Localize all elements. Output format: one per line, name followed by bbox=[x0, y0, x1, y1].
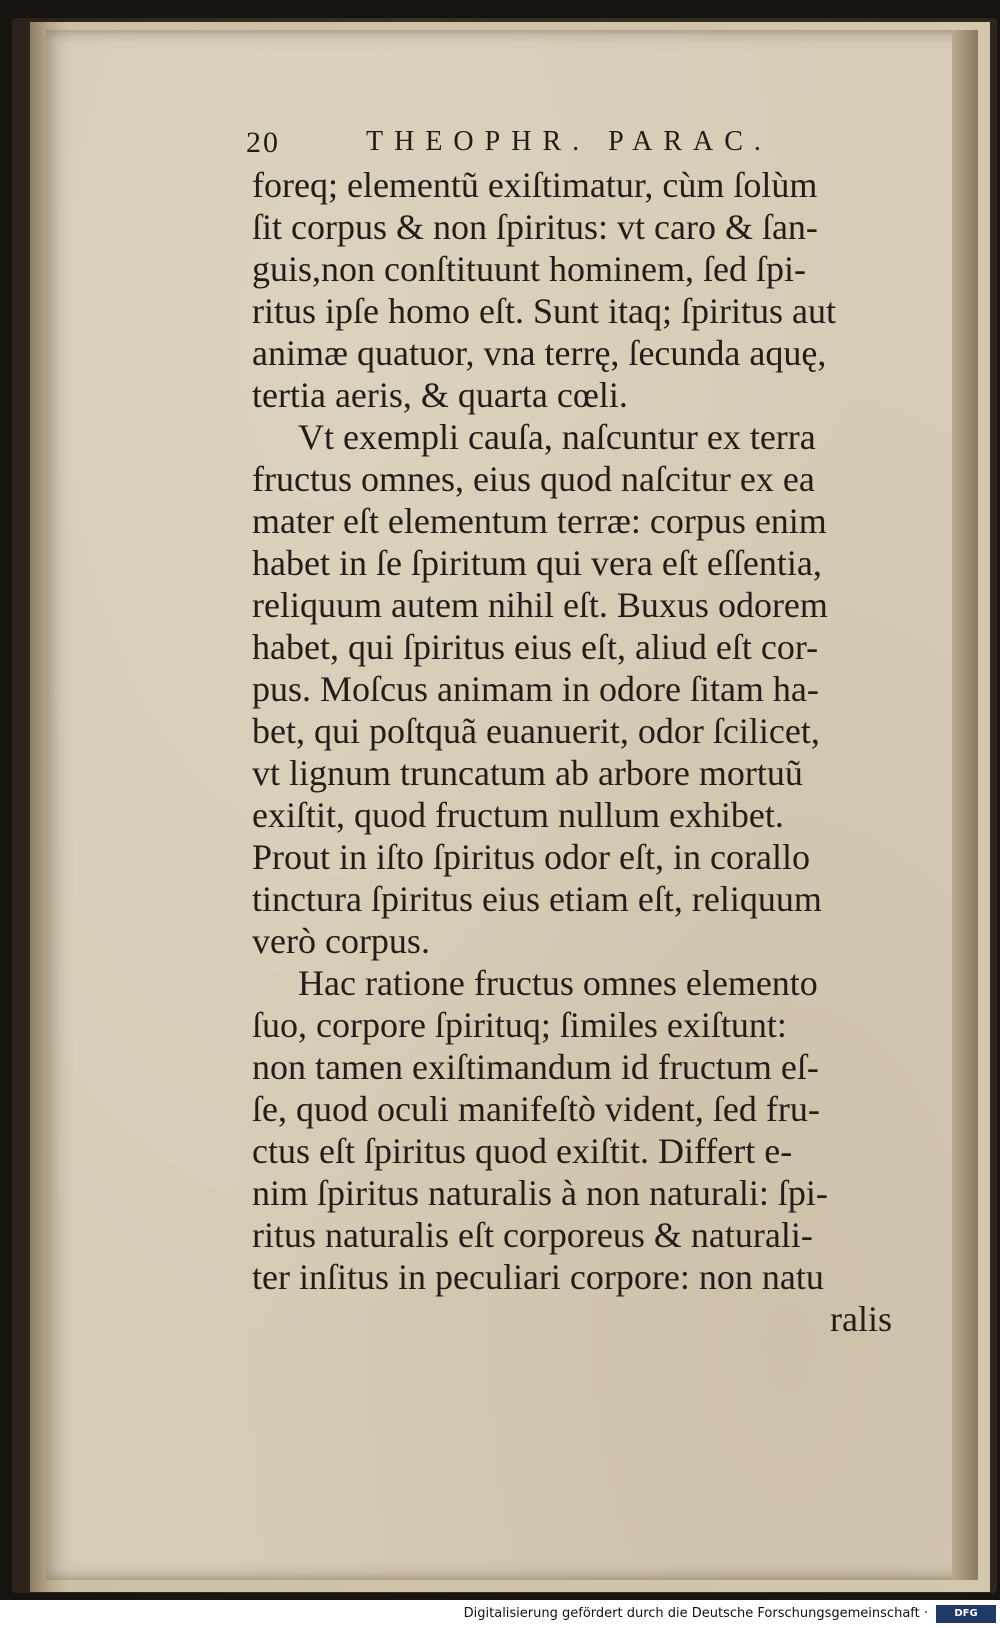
text-line: habet, qui ſpiritus eius eſt, aliud eſt cor- bbox=[252, 627, 819, 667]
paragraph-start-line: Hac ratione fructus omnes elemento bbox=[298, 963, 818, 1003]
text-line: bet, qui poſtquã euanuerit, odor ſcilicet, bbox=[252, 711, 820, 751]
footer-bar bbox=[0, 1600, 1000, 1628]
body-text bbox=[252, 164, 892, 1340]
text-line: habet in ſe ſpiritum qui vera eſt eſſentia, bbox=[252, 543, 822, 583]
running-head bbox=[246, 126, 846, 166]
text-line: ſe, quod oculi manifeſtò vident, ſed fru- bbox=[252, 1089, 820, 1129]
text-line: pus. Moſcus animam in odore ſitam ha- bbox=[252, 669, 819, 709]
text-line: verò corpus. bbox=[252, 921, 430, 961]
text-line: animæ quatuor, vna terrę, ſecunda aquę, bbox=[252, 333, 827, 373]
text-line: fructus omnes, eius quod naſcitur ex ea bbox=[252, 459, 815, 499]
page-number: 20 bbox=[246, 126, 280, 159]
text-line: non tamen exiſtimandum id fructum eſ- bbox=[252, 1047, 819, 1087]
text-line: ſuo, corpore ſpirituq; ſimiles exiſtunt: bbox=[252, 1005, 787, 1045]
page-gutter bbox=[952, 30, 978, 1580]
text-line: ter inſitus in peculiari corpore: non natu bbox=[252, 1257, 824, 1297]
text-line: ritus ipſe homo eſt. Sunt itaq; ſpiritus aut bbox=[252, 291, 836, 331]
text-line: ritus naturalis eſt corporeus & naturali- bbox=[252, 1215, 813, 1255]
text-line: ſit corpus & non ſpiritus: vt caro & ſan- bbox=[252, 207, 818, 247]
paragraph-start-line: Vt exempli cauſa, naſcuntur ex terra bbox=[298, 417, 816, 457]
text-line: guis,non conſtituunt hominem, ſed ſpi- bbox=[252, 249, 806, 289]
text-line: vt lignum truncatum ab arbore mortuũ bbox=[252, 753, 803, 793]
catchword: ralis bbox=[830, 1299, 892, 1339]
dfg-logo: DFG bbox=[936, 1605, 996, 1623]
text-line: tertia aeris, & quarta cœli. bbox=[252, 375, 628, 415]
text-line: reliquum autem nihil eſt. Buxus odorem bbox=[252, 585, 828, 625]
text-line: foreq; elementũ exiſtimatur, cùm ſolùm bbox=[252, 165, 818, 205]
text-line: exiſtit, quod fructum nullum exhibet. bbox=[252, 795, 784, 835]
text-line: nim ſpiritus naturalis à non naturali: ſpi- bbox=[252, 1173, 828, 1213]
text-line: tinctura ſpiritus eius etiam eſt, reliquum bbox=[252, 879, 822, 919]
funding-credit: Digitalisierung gefördert durch die Deutsche Forschungsgemeinschaft · bbox=[463, 1606, 928, 1621]
text-line: mater eſt elementum terræ: corpus enim bbox=[252, 501, 827, 541]
text-line: ctus eſt ſpiritus quod exiſtit. Differt e- bbox=[252, 1131, 793, 1171]
running-title: THEOPHR. PARAC. bbox=[366, 126, 772, 157]
text-line: Prout in iſto ſpiritus odor eſt, in corallo bbox=[252, 837, 810, 877]
